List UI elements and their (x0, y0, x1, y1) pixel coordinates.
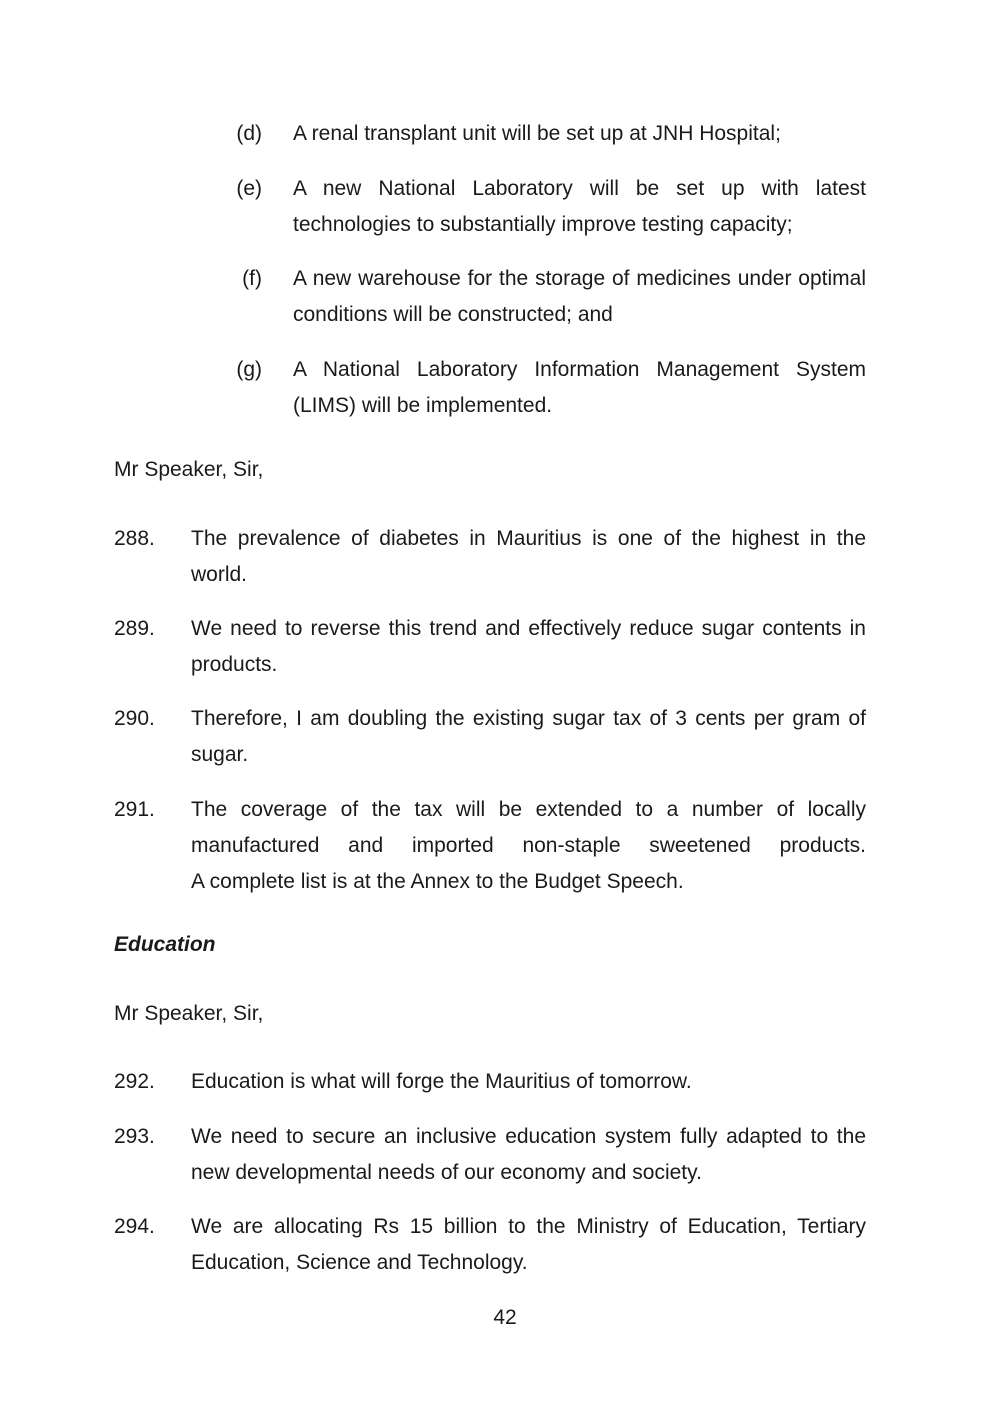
sub-item-label: (g) (236, 358, 262, 381)
sub-item-text: A new warehouse for the storage of medicines under optimal conditions will be constructed; and (293, 267, 866, 326)
paragraph-number: 289. (114, 617, 155, 640)
sub-item-label: (f) (242, 267, 262, 290)
page-number: 42 (493, 1306, 517, 1329)
paragraph-number: 292. (114, 1070, 155, 1093)
paragraph-number: 294. (114, 1215, 155, 1238)
paragraph-number: 290. (114, 707, 155, 730)
paragraph-text: We need to reverse this trend and effectively reduce sugar contents in products. (191, 617, 866, 676)
sub-item-text: A National Laboratory Information Management System (LIMS) will be implemented. (293, 358, 866, 417)
sub-item-label: (e) (236, 177, 262, 200)
salutation: Mr Speaker, Sir, (114, 1002, 264, 1025)
salutation: Mr Speaker, Sir, (114, 458, 264, 481)
sub-item-text: A new National Laboratory will be set up with latest technologies to substantially improve testing capacity; (293, 177, 866, 236)
paragraph-text: A complete list is at the Annex to the Budget Speech. (191, 870, 684, 893)
sub-item-label: (d) (236, 122, 262, 145)
sub-item-text: A renal transplant unit will be set up at JNH Hospital; (293, 122, 781, 145)
paragraph-text: The prevalence of diabetes in Mauritius is one of the highest in the world. (191, 527, 866, 586)
paragraph-number: 293. (114, 1125, 155, 1148)
paragraph-number: 291. (114, 798, 155, 821)
paragraph-number: 288. (114, 527, 155, 550)
section-heading: Education (114, 933, 216, 956)
paragraph-text: We are allocating Rs 15 billion to the Ministry of Education, Tertiary Education, Science and Technology. (191, 1215, 866, 1274)
paragraph-text: We need to secure an inclusive education system fully adapted to the new developmental needs of our economy and society. (191, 1125, 866, 1184)
paragraph-text: Therefore, I am doubling the existing sugar tax of 3 cents per gram of sugar. (191, 707, 866, 766)
paragraph-text: Education is what will forge the Mauritius of tomorrow. (191, 1070, 692, 1093)
paragraph-text: The coverage of the tax will be extended to a number of locally manufactured and imported non-staple sweetened products. (191, 798, 866, 857)
